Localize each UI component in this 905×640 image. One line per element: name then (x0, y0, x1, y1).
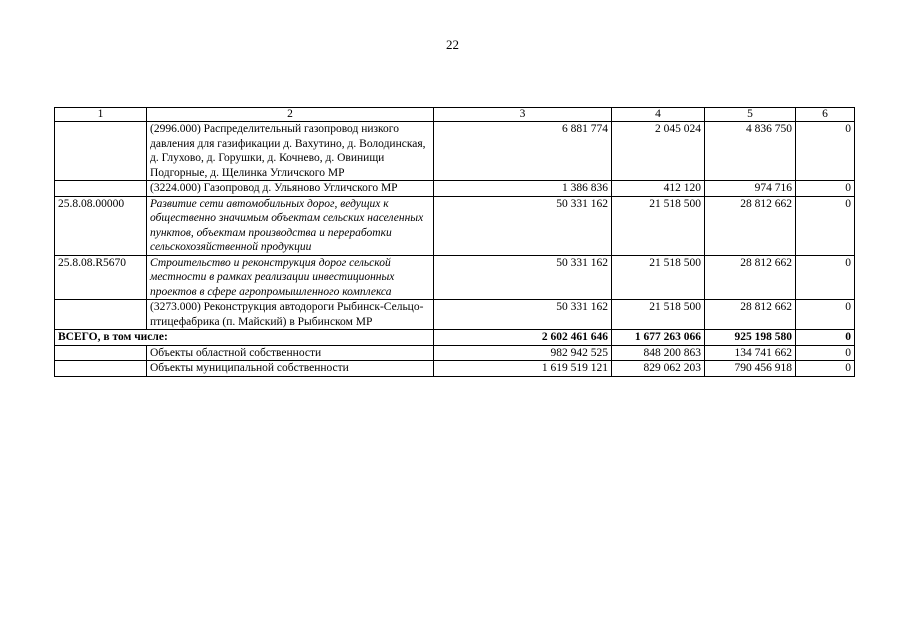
amount-cell: 28 812 662 (705, 255, 796, 300)
name-cell: (3273.000) Реконструкция автодороги Рыбинск-Сельцо-птицефабрика (п. Майский) в Рыбинском МР (147, 300, 434, 330)
name-cell: Развитие сети автомобильных дорог, ведущих к общественно значимым объектам сельских населенных пунктов, объектам производства и переработки сельскохозяйственной продукции (147, 196, 434, 255)
amount-cell: 21 518 500 (612, 300, 705, 330)
column-number-cell: 6 (796, 108, 855, 122)
amount-cell: 0 (796, 255, 855, 300)
budget-table (54, 107, 855, 377)
amount-cell: 28 812 662 (705, 300, 796, 330)
amount-cell: 925 198 580 (705, 330, 796, 346)
amount-cell: 790 456 918 (705, 361, 796, 377)
code-cell (55, 181, 147, 197)
amount-cell: 134 741 662 (705, 345, 796, 361)
total-amount-cell: 1 619 519 121 (434, 361, 612, 377)
name-cell: Объекты муниципальной собственности (147, 361, 434, 377)
page-number: 22 (446, 37, 459, 52)
amount-cell: 0 (796, 361, 855, 377)
amount-cell: 0 (796, 196, 855, 255)
amount-cell: 2 045 024 (612, 122, 705, 181)
table-row (55, 300, 855, 330)
amount-cell: 0 (796, 181, 855, 197)
amount-cell: 0 (796, 330, 855, 346)
name-cell: (2996.000) Распределительный газопровод низкого давления для газификации д. Вахутино, д. Володинская, д. Глухово, д. Горушки, д. Кочнево, д. Овинищи Подгорные, д. Щелинка Угличского МР (147, 122, 434, 181)
name-cell: Строительство и реконструкция дорог сельской местности в рамках реализации инвестиционных проектов в сфере агропромышленного комплекса (147, 255, 434, 300)
amount-cell: 21 518 500 (612, 196, 705, 255)
amount-cell: 0 (796, 300, 855, 330)
code-cell (55, 122, 147, 181)
subtotal-row (55, 361, 855, 377)
total-amount-cell: 1 386 836 (434, 181, 612, 197)
total-row (55, 330, 855, 346)
column-number-cell: 4 (612, 108, 705, 122)
total-amount-cell: 6 881 774 (434, 122, 612, 181)
amount-cell: 829 062 203 (612, 361, 705, 377)
table-row (55, 122, 855, 181)
column-number-cell: 5 (705, 108, 796, 122)
code-cell: 25.8.08.00000 (55, 196, 147, 255)
name-cell: (3224.000) Газопровод д. Ульяново Угличского МР (147, 181, 434, 197)
total-amount-cell: 50 331 162 (434, 300, 612, 330)
total-label: ВСЕГО, в том числе: (55, 330, 434, 346)
column-number-cell: 2 (147, 108, 434, 122)
amount-cell: 974 716 (705, 181, 796, 197)
table-row (55, 181, 855, 197)
total-amount-cell: 50 331 162 (434, 255, 612, 300)
code-cell (55, 345, 147, 361)
column-number-cell: 3 (434, 108, 612, 122)
column-number-row (55, 108, 855, 122)
total-amount-cell: 982 942 525 (434, 345, 612, 361)
amount-cell: 4 836 750 (705, 122, 796, 181)
total-amount-cell: 2 602 461 646 (434, 330, 612, 346)
amount-cell: 0 (796, 122, 855, 181)
subtotal-row (55, 345, 855, 361)
column-number-cell: 1 (55, 108, 147, 122)
code-cell: 25.8.08.R5670 (55, 255, 147, 300)
table-row (55, 196, 855, 255)
amount-cell: 21 518 500 (612, 255, 705, 300)
name-cell: Объекты областной собственности (147, 345, 434, 361)
table-row (55, 255, 855, 300)
amount-cell: 28 812 662 (705, 196, 796, 255)
amount-cell: 0 (796, 345, 855, 361)
code-cell (55, 300, 147, 330)
code-cell (55, 361, 147, 377)
amount-cell: 1 677 263 066 (612, 330, 705, 346)
total-amount-cell: 50 331 162 (434, 196, 612, 255)
amount-cell: 848 200 863 (612, 345, 705, 361)
amount-cell: 412 120 (612, 181, 705, 197)
